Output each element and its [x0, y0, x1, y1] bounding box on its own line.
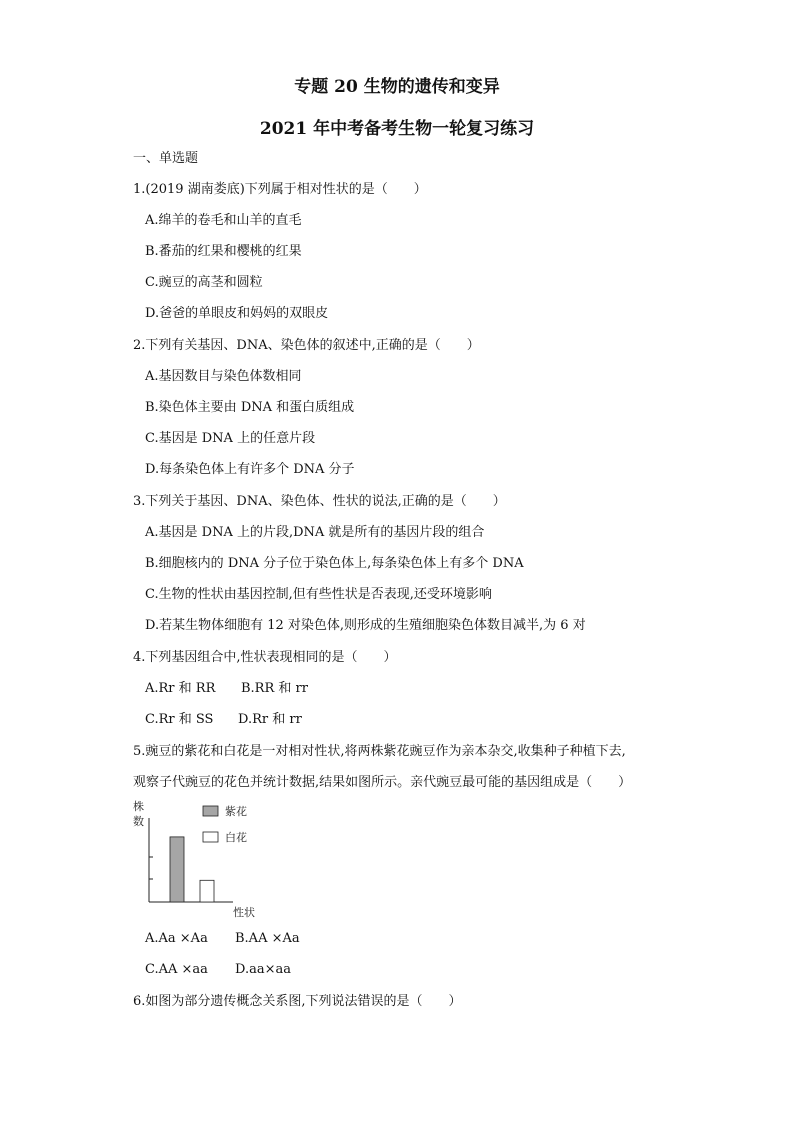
question-4-option-a: A.Rr 和 RR: [145, 681, 216, 696]
bar-chart: [133, 800, 293, 920]
question-3-option-a: A.基因是 DNA 上的片段,DNA 就是所有的基因片段的组合: [145, 525, 485, 540]
question-3-option-d: D.若某生物体细胞有 12 对染色体,则形成的生殖细胞染色体数目减半,为 6 对: [145, 618, 586, 633]
question-1-option-c: C.豌豆的高茎和圆粒: [145, 275, 263, 290]
page-subtitle: 2021 年中考备考生物一轮复习练习: [259, 119, 535, 139]
y-axis-label-char-2: 数: [133, 815, 144, 828]
question-5-option-c: C.AA ×aa: [145, 962, 208, 977]
bar-purple: [170, 837, 184, 902]
question-2-option-a: A.基因数目与染色体数相同: [145, 369, 302, 384]
question-3-option-b: B.细胞核内的 DNA 分子位于染色体上,每条染色体上有多个 DNA: [145, 556, 524, 571]
bar-white: [200, 880, 214, 902]
question-3-option-c: C.生物的性状由基因控制,但有些性状是否表现,还受环境影响: [145, 587, 492, 602]
legend-swatch-purple: [203, 806, 218, 816]
question-5-stem-line1: 5.豌豆的紫花和白花是一对相对性状,将两株紫花豌豆作为亲本杂交,收集种子种植下去,: [133, 744, 626, 759]
legend-label-white: 白花: [225, 831, 247, 844]
question-2-option-c: C.基因是 DNA 上的任意片段: [145, 431, 316, 446]
question-1-option-d: D.爸爸的单眼皮和妈妈的双眼皮: [145, 306, 329, 321]
y-axis-label-char-1: 株: [133, 800, 144, 813]
question-5-stem-line2: 观察子代豌豆的花色并统计数据,结果如图所示。亲代豌豆最可能的基因组成是（ ）: [133, 775, 632, 790]
question-1-option-b: B.番茄的红果和樱桃的红果: [145, 244, 302, 259]
legend-label-purple: 紫花: [225, 805, 247, 818]
x-axis-label: 性状: [233, 906, 255, 919]
page-title: 专题 20 生物的遗传和变异: [294, 77, 500, 97]
question-5-option-a: A.Aa ×Aa: [145, 931, 208, 946]
section-heading: 一、单选题: [133, 151, 199, 166]
question-4-option-c: C.Rr 和 SS: [145, 712, 214, 727]
question-5-option-d: D.aa×aa: [235, 962, 291, 977]
question-2-option-b: B.染色体主要由 DNA 和蛋白质组成: [145, 400, 355, 415]
question-2-stem: 2.下列有关基因、DNA、染色体的叙述中,正确的是（ ）: [133, 338, 480, 353]
question-4-option-b: B.RR 和 rr: [241, 681, 308, 696]
question-3-stem: 3.下列关于基因、DNA、染色体、性状的说法,正确的是（ ）: [133, 494, 506, 509]
question-4-option-d: D.Rr 和 rr: [238, 712, 302, 727]
question-4-stem: 4.下列基因组合中,性状表现相同的是（ ）: [133, 650, 397, 665]
question-1-option-a: A.绵羊的卷毛和山羊的直毛: [145, 213, 302, 228]
question-2-option-d: D.每条染色体上有许多个 DNA 分子: [145, 462, 355, 477]
question-5-option-b: B.AA ×Aa: [235, 931, 300, 946]
question-1-stem: 1.(2019 湖南娄底)下列属于相对性状的是（ ）: [133, 182, 427, 197]
question-6-stem: 6.如图为部分遗传概念关系图,下列说法错误的是（ ）: [133, 994, 462, 1009]
legend-swatch-white: [203, 832, 218, 842]
